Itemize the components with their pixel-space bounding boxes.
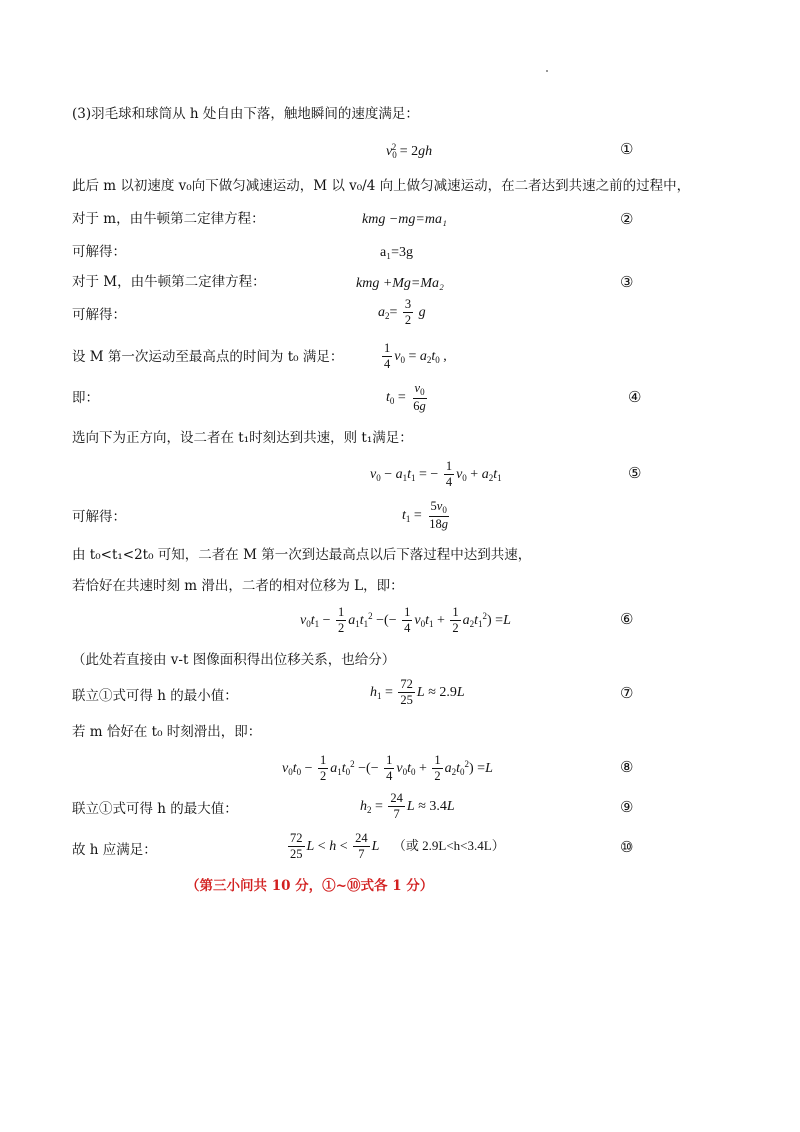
- marker-5: ⑤: [628, 464, 642, 482]
- score-note: （第三小问共 10 分，①~⑩式各 1 分）: [186, 878, 434, 894]
- paragraph-10: 可解得：: [72, 509, 126, 525]
- equation-7: $h_1$ = $\frac{72}{25}$ L ≈ 2.9L: [370, 677, 465, 708]
- stray-dot: [546, 70, 548, 72]
- paragraph-12: 若恰好在共速时刻 m 滑出，二者的相对位移为 L，即：: [72, 578, 404, 594]
- marker-8: ⑧: [620, 758, 634, 776]
- equation-t0: $\frac{1}{4}$ $v_0 = a_2t_0$ ,: [384, 341, 447, 372]
- equation-1: $v_0^2 = 2gh$: [386, 142, 433, 160]
- paragraph-5: 对于 M，由牛顿第二定律方程：: [72, 274, 266, 290]
- paragraph-8: 即：: [72, 390, 99, 406]
- paragraph-4: 可解得：: [72, 244, 126, 260]
- marker-3: ③: [620, 273, 634, 291]
- paragraph-13: （此处若直接由 v-t 图像面积得出位移关系，也给分）: [72, 652, 396, 668]
- equation-t1: $t_1$ = $\frac{5v_0}{18g}$: [402, 499, 449, 532]
- paragraph-15: 若 m 恰好在 t₀ 时刻滑出，即：: [72, 724, 262, 740]
- paragraph-14: 联立①式可得 h 的最小值：: [72, 688, 238, 704]
- paragraph-7: 设 M 第一次运动至最高点的时间为 t₀ 满足：: [72, 349, 344, 365]
- equation-8: $v_0t_0$ − $\frac{1}{2}$ $a_1t_0^2$ −(− $\frac{1}{4}$ $v_0t_0$ + $\frac{1}{2}$ $a_2t_0^2) =L$: [282, 753, 493, 784]
- equation-6: $v_0t_1$ − $\frac{1}{2}$ $a_1t_1^2$ −(− $\frac{1}{4}$ $v_0t_1$ + $\frac{1}{2}$ $a_2t_1^2) =L$: [300, 605, 511, 636]
- paragraph-9: 选向下为正方向，设二者在 t₁时刻达到共速，则 t₁满足：: [72, 430, 413, 446]
- equation-3: kmg +Mg=Ma₂: [356, 276, 444, 291]
- equation-4: $t_0$ = $\frac{v_0}{6g}$: [386, 381, 426, 414]
- paragraph-1: (3)羽毛球和球筒从 h 处自由下落，触地瞬间的速度满足：: [72, 106, 419, 122]
- equation-2-result: a₁=3g: [380, 245, 413, 260]
- equation-5: $v_0 - a_1t_1$ = − $\frac{1}{4}$ $v_0 + a_2t_1$: [370, 459, 502, 490]
- equation-2: kmg −mg=ma₁: [362, 212, 447, 227]
- marker-4: ④: [628, 388, 642, 406]
- paragraph-2: 此后 m 以初速度 v₀向下做匀减速运动，M 以 v₀/4 向上做匀减速运动，在二者达到共速之前的过程中，: [72, 178, 691, 194]
- paragraph-16: 联立①式可得 h 的最大值：: [72, 801, 238, 817]
- equation-10: $\frac{72}{25}$ L < h < $\frac{24}{7}$ L （或 2.9L<h<3.4L）: [290, 831, 505, 862]
- paragraph-3: 对于 m，由牛顿第二定律方程：: [72, 211, 265, 227]
- paragraph-17: 故 h 应满足：: [72, 842, 157, 858]
- equation-10-alt: （或 2.9L<h<3.4L）: [392, 837, 505, 853]
- marker-2: ②: [620, 210, 634, 228]
- paragraph-6: 可解得：: [72, 307, 126, 323]
- marker-7: ⑦: [620, 684, 634, 702]
- equation-3-result: $a_2=$ $\frac{3}{2}$ g: [378, 297, 426, 328]
- marker-9: ⑨: [620, 798, 634, 816]
- marker-10: ⑩: [620, 838, 634, 856]
- equation-9: $h_2$ = $\frac{24}{7}$ L ≈ 3.4L: [360, 791, 455, 822]
- marker-1: ①: [620, 140, 634, 158]
- marker-6: ⑥: [620, 610, 634, 628]
- paragraph-11: 由 t₀<t₁<2t₀ 可知，二者在 M 第一次到达最高点以后下落过程中达到共速，: [72, 547, 532, 563]
